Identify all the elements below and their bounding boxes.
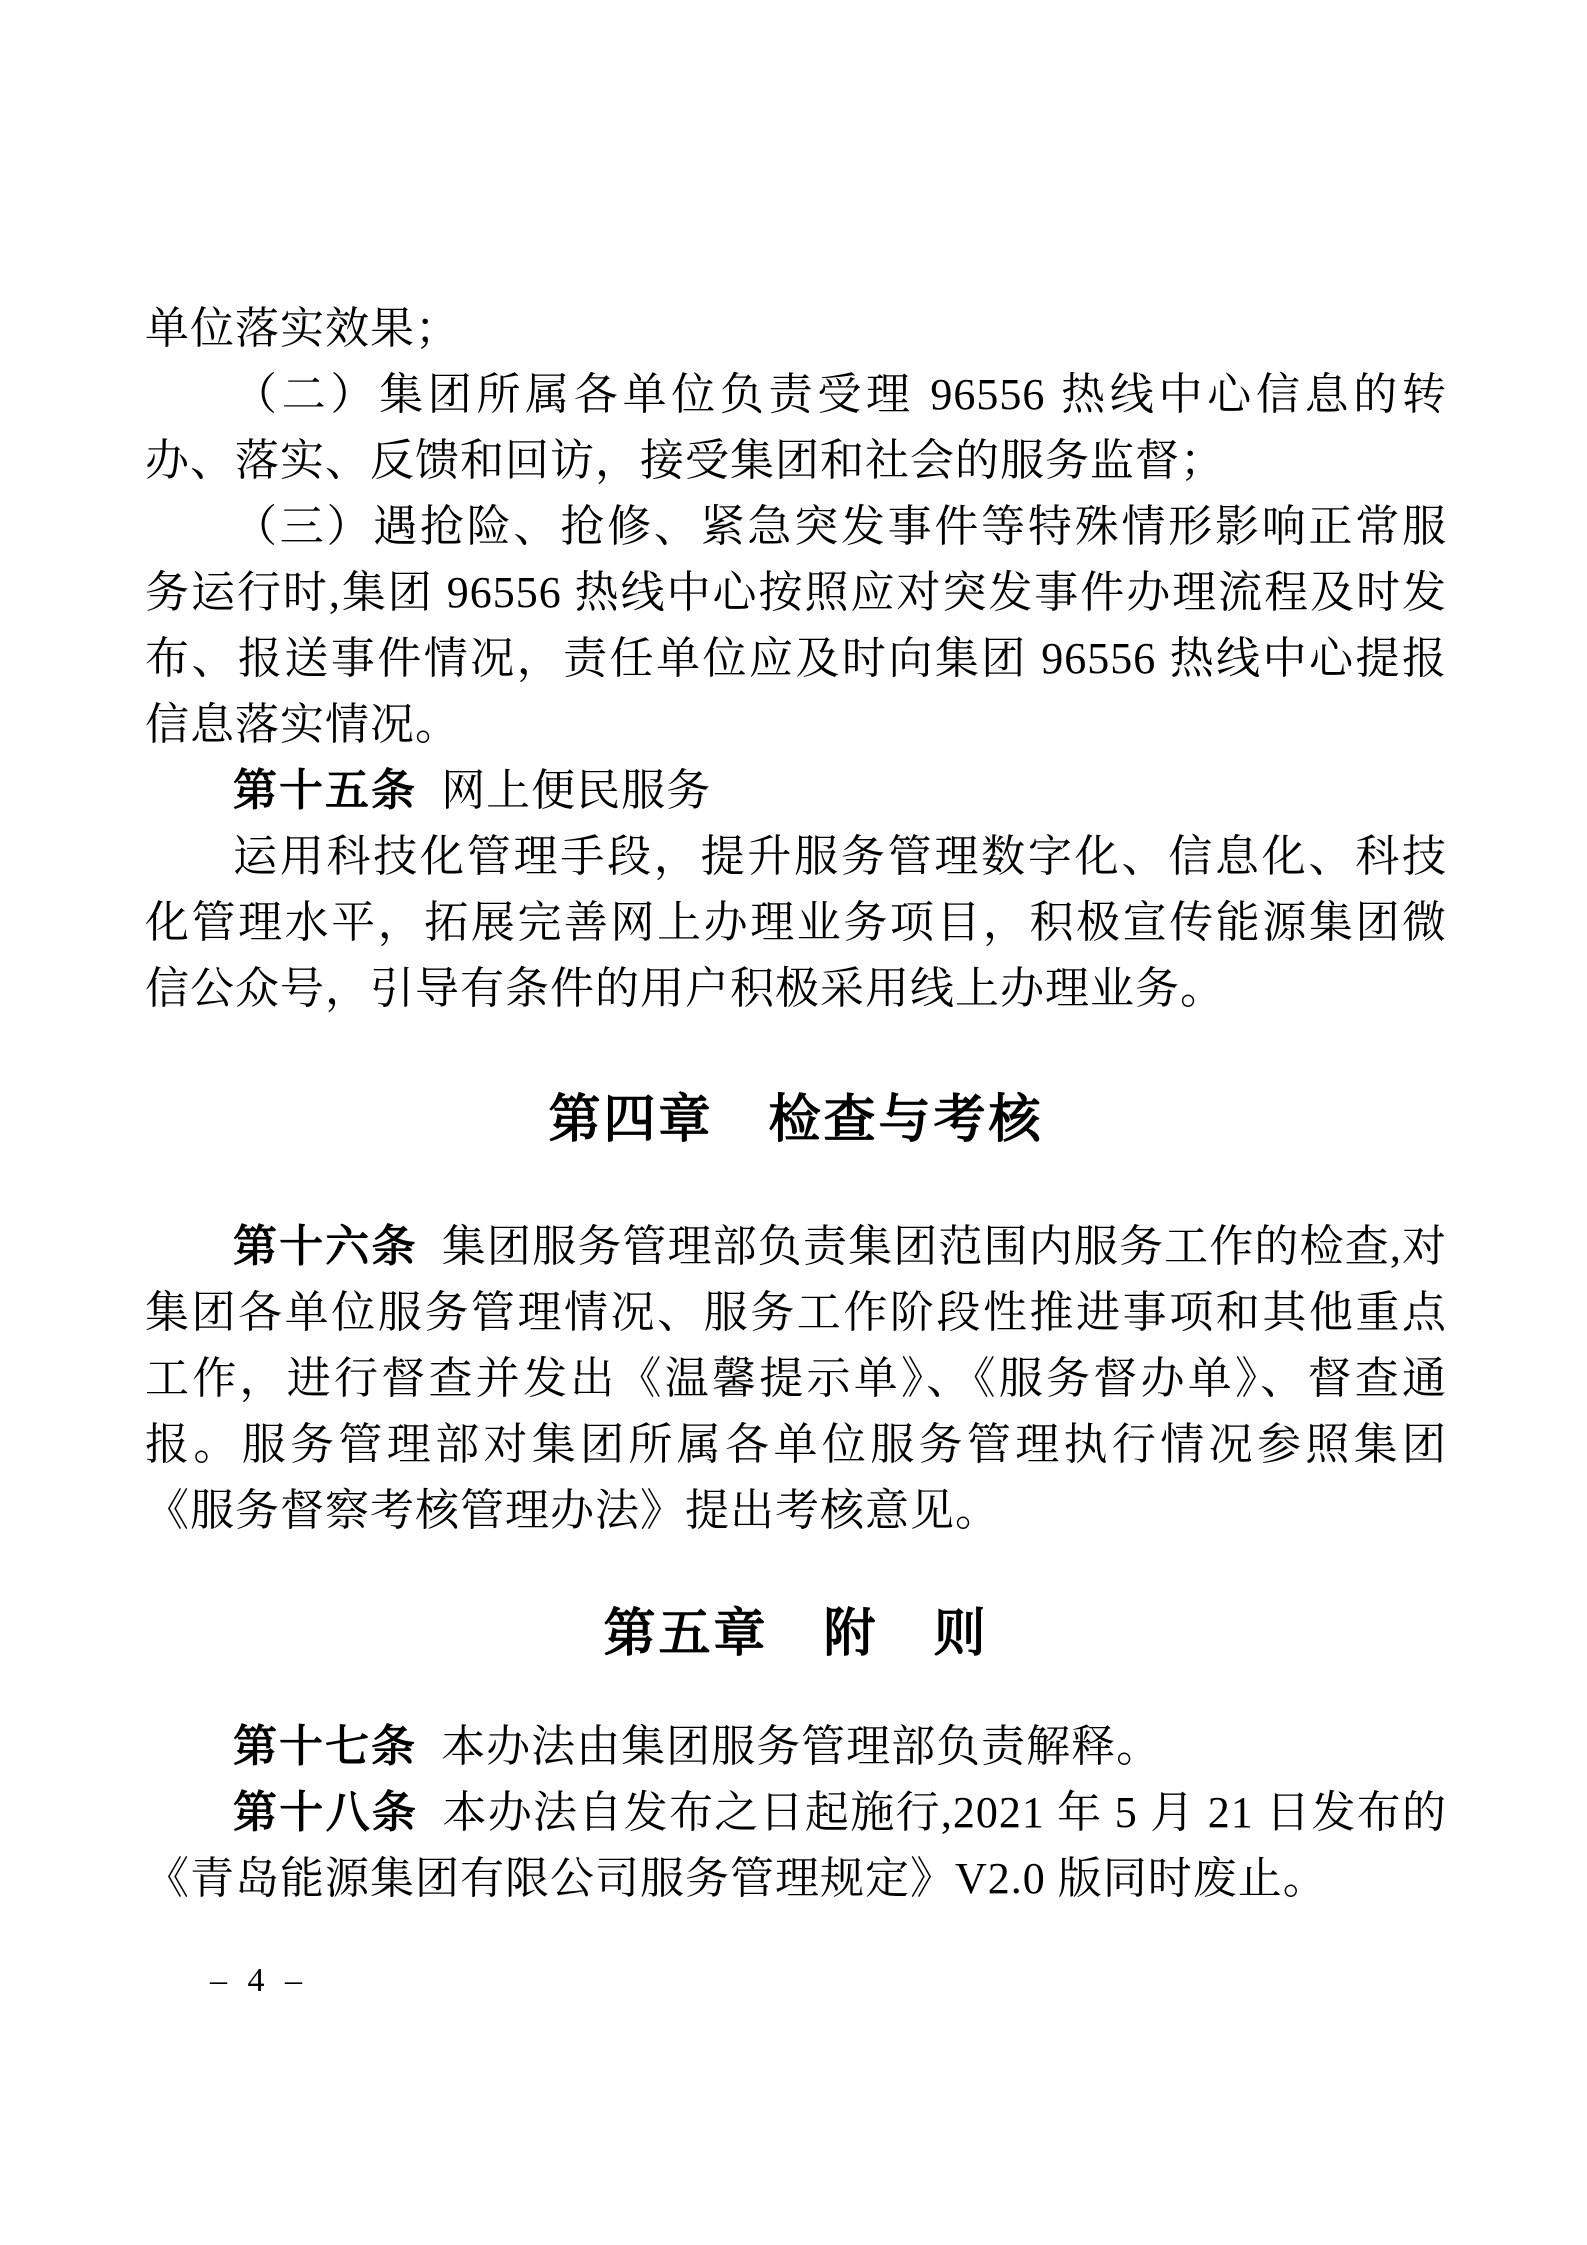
paragraph-item-3: （三）遇抢险、抢修、紧急突发事件等特殊情形影响正常服务运行时,集团 96556 热线中心按照应对突发事件办理流程及时发布、报送事件情况，责任单位应及时向集团 96556 热线中心提报信息落实情况。 [145,502,1447,749]
paragraph-continuation: 单位落实效果； [145,304,460,353]
document-body [145,296,1447,1912]
paragraph-item-2: （二）集团所属各单位负责受理 96556 热线中心信息的转办、落实、反馈和回访，接受集团和社会的服务监督； [145,370,1447,485]
article-16 [145,1214,1447,1544]
chapter-4-heading: 第四章 检查与考核 [548,1091,1044,1149]
article-16-label: 第十六条 [233,1222,418,1271]
article-17-label: 第十七条 [233,1722,417,1771]
article-15-body: 运用科技化管理手段，提升服务管理数字化、信息化、科技化管理水平，拓展完善网上办理业务项目，积极宣传能源集团微信公众号，引导有条件的用户积极采用线上办理业务。 [145,832,1447,1013]
article-18-label: 第十八条 [233,1788,419,1837]
article-17-text: 本办法由集团服务管理部负责解释。 [441,1722,1162,1771]
article-15 [145,758,1447,824]
article-16-text: 集团服务管理部负责集团范围内服务工作的检查,对集团各单位服务管理情况、服务工作阶段性推进事项和其他重点工作，进行督查并发出《温馨提示单》、《服务督办单》、督查通报。服务管理部对集团所属各单位服务管理执行情况参照集团《服务督察考核管理办法》提出考核意见。 [145,1222,1448,1535]
chapter-5-heading: 第五章 附 则 [603,1605,989,1663]
article-15-label: 第十五条 [233,766,417,815]
article-18 [145,1780,1447,1912]
page-number: – 4 – [210,1962,308,1999]
article-18-text: 本办法自发布之日起施行,2021 年 5 月 21 日发布的《青岛能源集团有限公司服务管理规定》V2.0 版同时废止。 [145,1788,1447,1903]
article-17 [145,1714,1447,1780]
article-15-title: 网上便民服务 [441,766,712,815]
